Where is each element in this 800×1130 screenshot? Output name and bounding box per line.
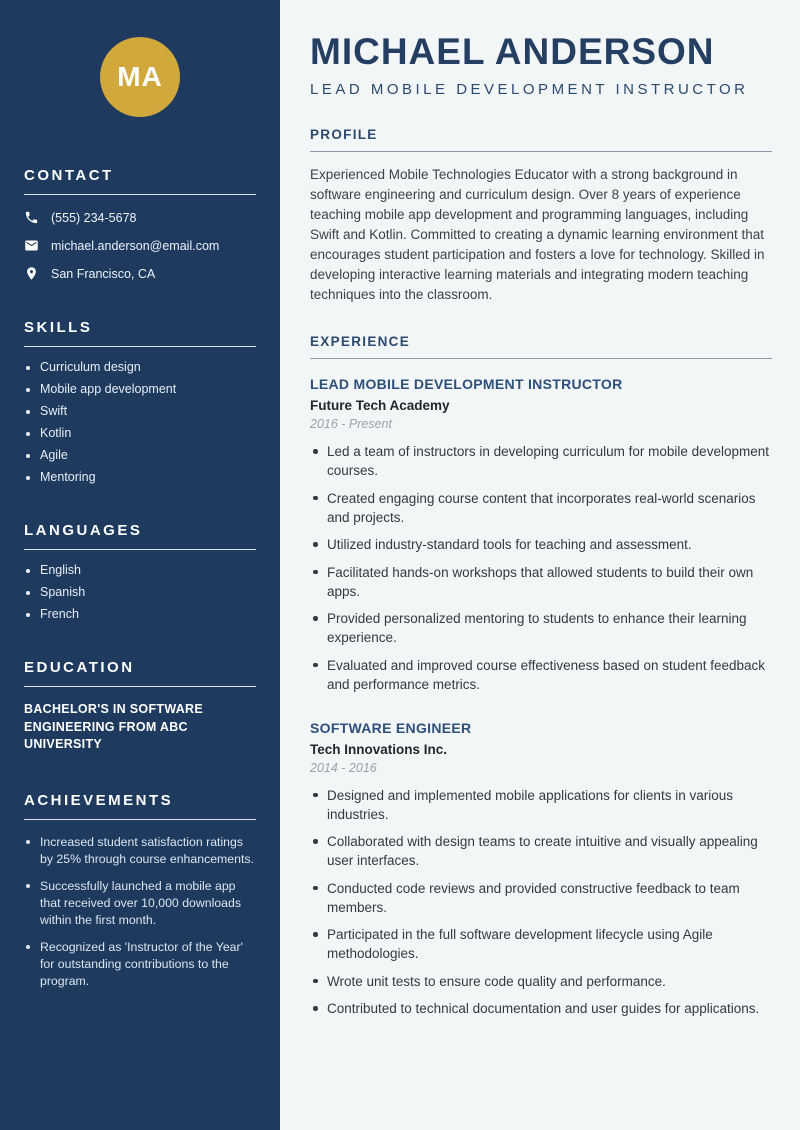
job-bullet: Contributed to technical documentation and user guides for applications. bbox=[310, 999, 772, 1018]
email-icon bbox=[24, 238, 39, 253]
contact-item-email bbox=[24, 238, 256, 253]
contact-section-title: CONTACT bbox=[24, 167, 256, 195]
phone-icon bbox=[24, 210, 39, 225]
experience-section-title: EXPERIENCE bbox=[310, 334, 772, 359]
job-bullet-list bbox=[310, 442, 772, 694]
job-bullet: Designed and implemented mobile applications for clients in various industries. bbox=[310, 786, 772, 824]
job-bullet: Wrote unit tests to ensure code quality and performance. bbox=[310, 972, 772, 991]
avatar-wrap bbox=[24, 37, 256, 117]
job-bullet: Utilized industry-standard tools for teaching and assessment. bbox=[310, 535, 772, 554]
education-section bbox=[24, 659, 256, 754]
language-item: Spanish bbox=[24, 586, 256, 599]
job-bullet-list bbox=[310, 786, 772, 1019]
skill-item: Curriculum design bbox=[24, 361, 256, 374]
job-dates: 2014 - 2016 bbox=[310, 760, 377, 775]
languages-section-title: LANGUAGES bbox=[24, 522, 256, 550]
person-name: MICHAEL ANDERSON bbox=[310, 31, 715, 72]
avatar-initials: MA bbox=[117, 61, 163, 92]
job-company: Future Tech Academy bbox=[310, 398, 450, 413]
skill-item: Mentoring bbox=[24, 471, 256, 484]
skills-section bbox=[24, 319, 256, 484]
job-bullet: Facilitated hands-on workshops that allowed students to build their own apps. bbox=[310, 563, 772, 601]
achievement-item: Successfully launched a mobile app that received over 10,000 downloads within the first month. bbox=[24, 878, 256, 929]
achievements-section bbox=[24, 792, 256, 990]
job-bullet: Collaborated with design teams to create intuitive and visually appealing user interfaces. bbox=[310, 832, 772, 870]
job-bullet: Led a team of instructors in developing curriculum for mobile development courses. bbox=[310, 442, 772, 480]
profile-section-title: PROFILE bbox=[310, 127, 772, 152]
main-content bbox=[280, 0, 800, 1130]
skill-item: Swift bbox=[24, 405, 256, 418]
experience-job bbox=[310, 376, 772, 694]
location-icon bbox=[24, 266, 39, 281]
contact-email-text: michael.anderson@email.com bbox=[51, 238, 220, 253]
profile-section bbox=[310, 127, 772, 305]
job-bullet: Conducted code reviews and provided constructive feedback to team members. bbox=[310, 879, 772, 917]
experience-section bbox=[310, 334, 772, 1018]
job-title: LEAD MOBILE DEVELOPMENT INSTRUCTOR bbox=[310, 376, 623, 392]
job-bullet: Created engaging course content that incorporates real-world scenarios and projects. bbox=[310, 489, 772, 527]
profile-summary: Experienced Mobile Technologies Educator with a strong background in software engineering and curriculum design. Over 8 years of experience teaching mobile app development and programming languages, including Swift and Kotlin. Committed to creating a dynamic learning environment that encourages student participation and fosters a love for technology. Skilled in developing interactive learning materials and integrating modern teaching techniques into the classroom. bbox=[310, 167, 765, 302]
skill-item: Kotlin bbox=[24, 427, 256, 440]
skill-item: Mobile app development bbox=[24, 383, 256, 396]
skill-item: Agile bbox=[24, 449, 256, 462]
contact-item-location bbox=[24, 266, 256, 281]
skills-list bbox=[24, 361, 256, 484]
sidebar bbox=[0, 0, 280, 1130]
education-degree-text: BACHELOR'S IN SOFTWARE ENGINEERING FROM ABC UNIVERSITY bbox=[24, 702, 204, 751]
contact-item-phone bbox=[24, 210, 256, 225]
job-title: SOFTWARE ENGINEER bbox=[310, 719, 472, 736]
job-dates: 2016 - Present bbox=[310, 417, 392, 431]
job-bullet: Participated in the full software development lifecycle using Agile methodologies. bbox=[310, 925, 772, 963]
language-item: English bbox=[24, 564, 256, 577]
contact-phone-text: (555) 234-5678 bbox=[51, 210, 137, 225]
achievement-item: Recognized as 'Instructor of the Year' for outstanding contributions to the program. bbox=[24, 939, 256, 990]
achievements-list bbox=[24, 834, 256, 990]
language-item: French bbox=[24, 608, 256, 621]
avatar bbox=[100, 37, 180, 117]
skills-section-title: SKILLS bbox=[24, 319, 256, 347]
job-bullet: Evaluated and improved course effectiveness based on student feedback and performance metrics. bbox=[310, 656, 772, 694]
languages-section bbox=[24, 522, 256, 621]
person-job-title: LEAD MOBILE DEVELOPMENT INSTRUCTOR bbox=[310, 81, 749, 98]
achievement-item: Increased student satisfaction ratings by 25% through course enhancements. bbox=[24, 834, 256, 868]
job-company: Tech Innovations Inc. bbox=[310, 741, 448, 757]
education-section-title: EDUCATION bbox=[24, 659, 256, 687]
experience-job bbox=[310, 720, 772, 1019]
achievements-section-title: ACHIEVEMENTS bbox=[24, 792, 256, 820]
contact-list bbox=[24, 210, 256, 281]
contact-section bbox=[24, 167, 256, 281]
languages-list bbox=[24, 564, 256, 621]
contact-location-text: San Francisco, CA bbox=[51, 266, 156, 281]
job-bullet: Provided personalized mentoring to students to enhance their learning experience. bbox=[310, 609, 772, 647]
